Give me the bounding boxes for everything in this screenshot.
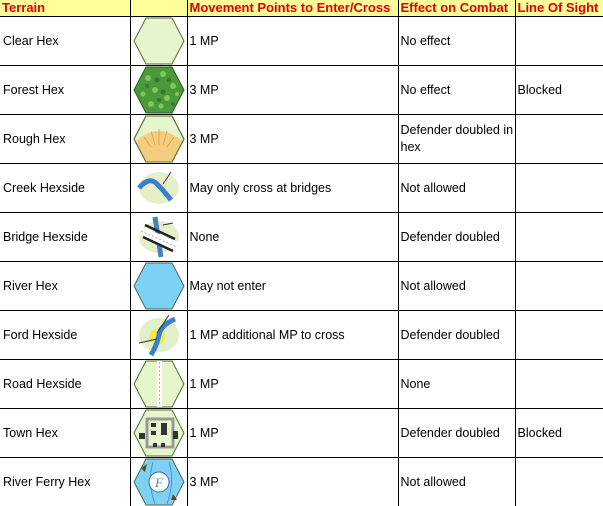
header-row [0, 0, 603, 17]
los-cell [515, 17, 603, 66]
terrain-cell: Bridge Hexside [0, 213, 130, 262]
movement-cell: May only cross at bridges [187, 164, 398, 213]
los-cell [515, 115, 603, 164]
table-row [0, 17, 603, 66]
header-los: Line Of Sight [515, 0, 603, 17]
terrain-cell: Road Hexside [0, 360, 130, 409]
ford-hexside-icon [131, 311, 187, 359]
los-cell [515, 458, 603, 506]
terrain-cell: Clear Hex [0, 17, 130, 66]
combat-cell: Defender doubled in hex [398, 115, 515, 164]
movement-cell: 3 MP [187, 458, 398, 506]
terrain-cell: Forest Hex [0, 66, 130, 115]
combat-cell: Defender doubled [398, 409, 515, 458]
los-cell [515, 311, 603, 360]
combat-cell: No effect [398, 17, 515, 66]
combat-cell: Not allowed [398, 458, 515, 506]
clear-hex-icon [131, 17, 187, 65]
movement-cell: None [187, 213, 398, 262]
table-row [0, 458, 603, 506]
rough-hex-icon [131, 115, 187, 163]
table-row [0, 164, 603, 213]
terrain-cell: Town Hex [0, 409, 130, 458]
los-cell [515, 360, 603, 409]
combat-cell: Not allowed [398, 164, 515, 213]
terrain-cell: River Hex [0, 262, 130, 311]
los-cell [515, 262, 603, 311]
svg-text:F: F [154, 475, 164, 490]
los-cell [515, 213, 603, 262]
bridge-hexside-icon [131, 213, 187, 261]
movement-cell: 3 MP [187, 66, 398, 115]
header-movement: Movement Points to Enter/Cross [187, 0, 398, 17]
terrain-cell: Rough Hex [0, 115, 130, 164]
table-row [0, 409, 603, 458]
river-ferry-hex-icon [131, 458, 187, 506]
combat-cell: None [398, 360, 515, 409]
creek-hexside-icon [131, 164, 187, 212]
terrain-cell: River Ferry Hex [0, 458, 130, 506]
movement-cell: 1 MP [187, 360, 398, 409]
header-icon [130, 0, 187, 17]
combat-cell: No effect [398, 66, 515, 115]
table-row [0, 66, 603, 115]
table-row [0, 311, 603, 360]
road-hexside-icon [131, 360, 187, 408]
table-row [0, 360, 603, 409]
movement-cell: May not enter [187, 262, 398, 311]
table-row [0, 262, 603, 311]
table-row [0, 213, 603, 262]
terrain-cell: Ford Hexside [0, 311, 130, 360]
combat-cell: Defender doubled [398, 213, 515, 262]
los-cell: Blocked [515, 409, 603, 458]
movement-cell: 1 MP additional MP to cross [187, 311, 398, 360]
forest-hex-icon [131, 66, 187, 114]
combat-cell: Defender doubled [398, 311, 515, 360]
header-terrain: Terrain [0, 0, 130, 17]
movement-cell: 1 MP [187, 409, 398, 458]
header-combat: Effect on Combat [398, 0, 515, 17]
movement-cell: 1 MP [187, 17, 398, 66]
combat-cell: Not allowed [398, 262, 515, 311]
los-cell [515, 164, 603, 213]
terrain-cell: Creek Hexside [0, 164, 130, 213]
los-cell: Blocked [515, 66, 603, 115]
movement-cell: 3 MP [187, 115, 398, 164]
table-row [0, 115, 603, 164]
town-hex-icon [131, 409, 187, 457]
river-hex-icon [131, 262, 187, 310]
